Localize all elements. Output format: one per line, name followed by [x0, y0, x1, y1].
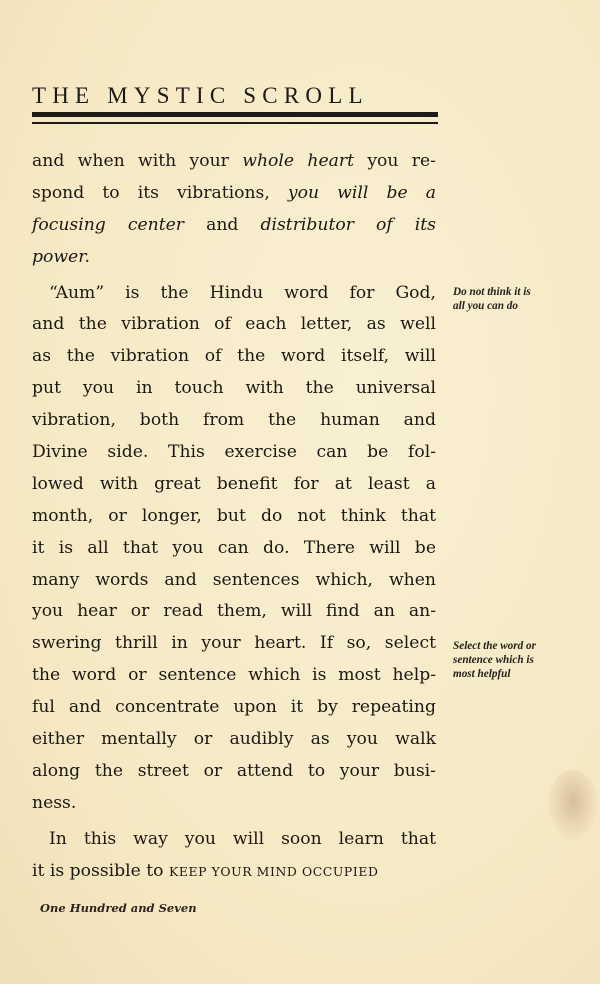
text-line [32, 824, 436, 856]
body-text [32, 146, 436, 887]
text-run: you re- [353, 151, 436, 171]
text-run: swering thrill in your heart. If so, select [32, 633, 436, 654]
margin-note-1 [453, 285, 563, 313]
italic-text: focusing center [32, 214, 185, 235]
text-line [32, 692, 436, 724]
italic-text: distributor of its [260, 214, 437, 235]
text-run: the word or sentence which is most help- [32, 665, 436, 686]
text-line [32, 596, 436, 628]
text-line [32, 437, 436, 469]
text-line [32, 146, 436, 178]
margin-note-2 [453, 639, 563, 681]
paper-stain [548, 770, 598, 840]
text-run: it is all that you can do. There will be [32, 537, 436, 558]
text-run: “Aum” is the Hindu word for God, [49, 282, 436, 303]
page-number-label: One Hundred and Seven [40, 901, 197, 915]
text-run: along the street or attend to your busi- [32, 760, 436, 781]
text-line [32, 405, 436, 437]
text-run: put you in touch with the universal [32, 378, 436, 399]
text-run: either mentally or audibly as you walk [32, 729, 436, 750]
header-rule-thick [32, 112, 438, 117]
running-header: THE MYSTIC SCROLL [32, 83, 369, 108]
text-run: as the vibration of the word itself, will [32, 346, 436, 367]
small-caps-text: KEEP YOUR MIND OCCUPIED [169, 863, 379, 879]
text-line [32, 373, 436, 405]
text-run: vibration, both from the human and [32, 410, 436, 431]
text-line [32, 788, 436, 820]
text-run: month, or longer, but do not think that [32, 505, 436, 526]
text-line [32, 660, 436, 692]
text-run: and [184, 214, 261, 235]
text-line [32, 278, 436, 310]
text-run: In this way you will soon learn that [49, 828, 436, 849]
text-run: you hear or read them, will find an an- [32, 601, 436, 622]
text-line [32, 309, 436, 341]
text-line [32, 210, 436, 242]
text-line [32, 565, 436, 597]
text-line [32, 242, 436, 274]
margin-note-line: most helpful [453, 668, 511, 680]
italic-text: power. [32, 246, 91, 267]
text-line [32, 628, 436, 660]
text-run: ness. [32, 792, 77, 813]
italic-text: you will be a [287, 182, 436, 203]
text-run: and the vibration of each letter, as well [32, 314, 436, 335]
text-run: many words and sentences which, when [32, 569, 436, 590]
text-run: spond to its vibrations, [32, 182, 288, 203]
text-run: ful and concentrate upon it by repeating [32, 697, 436, 718]
text-line [32, 533, 436, 565]
text-run: and when with your [32, 151, 243, 171]
text-line [32, 501, 436, 533]
text-line [32, 341, 436, 373]
text-run: it is possible to [32, 860, 169, 881]
margin-note-line: Do not think it is [453, 286, 531, 298]
text-line [32, 724, 436, 756]
italic-text: whole heart [242, 151, 354, 171]
margin-note-line: all you can do [453, 300, 518, 312]
text-line [32, 178, 436, 210]
text-run: Divine side. This exercise can be fol- [32, 442, 436, 463]
margin-note-line: sentence which is [453, 654, 534, 666]
text-line [32, 469, 436, 501]
margin-note-line: Select the word or [453, 640, 536, 652]
text-run: lowed with great benefit for at least a [32, 473, 436, 494]
text-line [32, 756, 436, 788]
text-line [32, 856, 436, 888]
header-rule-thin [32, 122, 438, 124]
